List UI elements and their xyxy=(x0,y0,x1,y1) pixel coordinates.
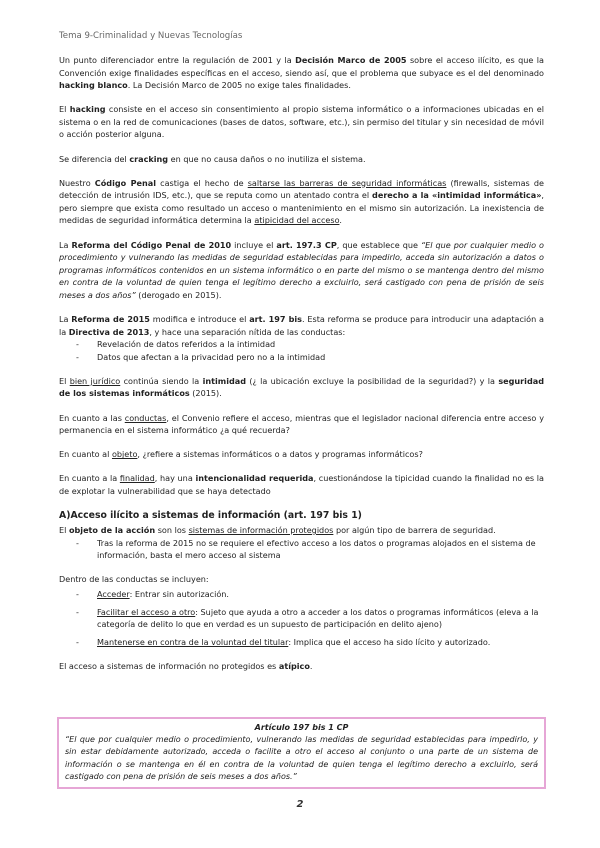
text: (2015). xyxy=(189,388,222,399)
text: : Entrar sin autorización. xyxy=(129,588,230,599)
text: en que no causa daños o no inutiliza el sistema. xyxy=(168,153,366,164)
article-text: “El que por cualquier medio o procedimiento, vulnerando las medidas de seguridad establecidas para impedirlo, y sin estar debidamente autorizado, acceda o facilite a otro el acceso al conjunto o una parte de un sistema de información o se mantenga en él en contra de la voluntad de quien tenga el legítimo derecho a excluirlo, será castigado con pena de prisión de seis meses a dos años.” xyxy=(65,735,538,781)
paragraph-atipico xyxy=(59,660,544,673)
bold-term: atípico xyxy=(278,660,310,671)
text: El acceso a sistemas de información no protegidos es xyxy=(59,660,279,671)
article-quote-box xyxy=(57,717,546,789)
bold-term: intencionalidad requerida xyxy=(195,473,314,484)
bold-term: cracking xyxy=(129,153,169,164)
bold-term: intimidad xyxy=(202,375,247,386)
underlined-term: saltarse las barreras de seguridad informáticas xyxy=(247,177,447,188)
text: son los xyxy=(155,525,189,536)
list-item: - Tras la reforma de 2015 no se requiere el efectivo acceso a los datos o programas alojados en el sistema de información, basta el mero acceso al sistema xyxy=(59,537,544,562)
bold-term: hacking xyxy=(69,104,106,115)
text: incluye el xyxy=(231,239,277,250)
text: (firewalls, sistemas de detección de intrusión IDS, etc.), que se reputa como un atentado contra el xyxy=(59,177,545,201)
bold-term: Reforma de 2015 xyxy=(71,314,150,324)
text: Se diferencia del xyxy=(59,153,130,164)
list-item: - Datos que afectan a la privacidad pero no a la intimidad xyxy=(59,351,544,364)
text: , y hace una separación nítida de las conductas: xyxy=(149,326,346,337)
text: En cuanto al xyxy=(59,449,112,460)
paragraph-objeto xyxy=(59,448,544,461)
text: En cuanto a las xyxy=(59,412,125,423)
text: castiga el hecho de xyxy=(156,177,248,188)
underlined-term: finalidad xyxy=(119,473,155,484)
section-heading: A)Acceso ilícito a sistemas de información (art. 197 bis 1) xyxy=(59,510,362,522)
text: sobre el acceso ilícito, es que la Convención exige finalidades específicas en el acceso, siendo así, que el problema que subyace es el del denominado xyxy=(59,55,544,78)
text: , que establece que xyxy=(336,239,421,250)
text: , hay una xyxy=(154,473,196,484)
article-title: Artículo 197 bis 1 CP xyxy=(254,723,349,732)
quoted-article: “El que por cualquier medio o procedimiento y vulnerando las medidas de seguridad establecidas para impedirlo, acceda sin autorización a datos o programas informáticos contenidos en un sistema informático o en parte del mismo o se mantenga dentro del mismo en contra de la voluntad de quien tenga el legítimo derecho a excluirlo, será castigado con pena de prisión de seis meses a dos años” xyxy=(59,239,544,300)
bold-term: Decisión Marco de 2005 xyxy=(295,55,407,65)
text: El xyxy=(59,525,69,536)
underlined-term: bien jurídico xyxy=(69,375,121,386)
bold-term: art. 197.3 CP xyxy=(276,239,337,250)
underlined-term: objeto xyxy=(111,449,138,460)
bold-term: derecho a la «intimidad informática» xyxy=(372,190,542,201)
text: modifica e introduce el xyxy=(149,314,250,324)
underlined-term: atipicidad del acceso xyxy=(254,215,340,226)
text: continúa siendo la xyxy=(120,375,203,386)
text: . Esta reforma se produce para introducir una adaptación a la xyxy=(59,314,544,337)
list-item xyxy=(59,606,544,631)
paragraph-codigo-penal xyxy=(59,177,544,227)
underlined-term: conductas xyxy=(124,412,167,423)
paragraph-reforma-2015 xyxy=(59,313,544,338)
text: Un punto diferenciador entre la regulación de 2001 y la xyxy=(59,55,296,65)
list-item xyxy=(59,588,544,601)
paragraph-hacking xyxy=(59,103,544,141)
underlined-term: sistemas de información protegidos xyxy=(188,525,334,536)
text: La xyxy=(59,239,72,250)
text: En cuanto a la xyxy=(59,473,120,484)
text: . La Decisión Marco de 2005 no exige tales finalidades. xyxy=(127,80,351,91)
underlined-term: Mantenerse en contra de la voluntad del titular xyxy=(97,636,289,647)
paragraph-reforma-2010 xyxy=(59,239,544,302)
paragraph-conductas-intro: Dentro de las conductas se incluyen: xyxy=(59,574,209,585)
text: La xyxy=(59,314,72,324)
bold-term: art. 197 bis xyxy=(249,314,302,324)
conductas-types-list xyxy=(59,588,544,648)
underlined-term: Facilitar el acceso a otro xyxy=(97,606,196,617)
paragraph-finalidad xyxy=(59,472,544,497)
text: . xyxy=(309,660,313,671)
bold-term: Directiva de 2013 xyxy=(68,326,150,337)
conducts-list xyxy=(59,338,544,363)
list-item: - Revelación de datos referidos a la intimidad xyxy=(59,338,544,351)
text: : Implica que el acceso ha sido lícito y autorizado. xyxy=(288,636,491,647)
text: Nuestro xyxy=(59,177,95,188)
text: El xyxy=(59,375,70,386)
text: consiste en el acceso sin consentimiento al propio sistema informático o a informaciones ubicadas en el sistema o en la red de comunicaciones (bases de datos, software, etc.), sin permiso del titular y sin necesidad de móvil o acción posterior alguna. xyxy=(59,104,544,140)
text: , pero siempre que exista como resultado un acceso o mantenimiento en el mismo sin autorización. La inexistencia de medidas de seguridad informática determina la xyxy=(59,190,544,226)
bold-term: seguridad de los sistemas informáticos xyxy=(59,375,544,399)
page-number: 2 xyxy=(296,799,304,810)
paragraph-conductas xyxy=(59,412,544,437)
text: (¿ la ubicación excluye la posibilidad de la seguridad?) y la xyxy=(246,375,499,386)
text: , ¿refiere a sistemas informáticos o a datos y programas informáticos? xyxy=(137,449,423,460)
text: por algún tipo de barrera de seguridad. xyxy=(333,525,496,536)
text: El xyxy=(59,104,70,115)
running-header: Tema 9-Criminalidad y Nuevas Tecnologías xyxy=(59,31,243,41)
text: , el Convenio refiere el acceso, mientras que el legislador nacional diferencia entre acceso y permanencia en el sistema informático ¿a qué recuerda? xyxy=(59,412,545,436)
paragraph-objeto-accion xyxy=(59,524,544,537)
reform-note-list xyxy=(59,537,544,562)
bold-term: objeto de la acción xyxy=(68,525,156,536)
text: . xyxy=(339,215,342,226)
bold-term: Reforma del Código Penal de 2010 xyxy=(71,239,232,250)
text: , cuestionándose la tipicidad cuando la finalidad no es la de explotar la vulnerabilidad que se haya detectado xyxy=(59,473,545,496)
text: : Sujeto que ayuda a otro a acceder a los datos o programas informáticos (eleva a la categoría de delito lo que en verdad es un supuesto de participación en delito ajeno) xyxy=(97,606,539,630)
paragraph-decision-marco xyxy=(59,54,544,92)
bold-term: Código Penal xyxy=(94,177,156,188)
list-item xyxy=(59,636,544,649)
paragraph-cracking xyxy=(59,153,544,166)
underlined-term: Acceder xyxy=(97,588,130,599)
document-body xyxy=(59,54,544,684)
paragraph-bien-juridico xyxy=(59,375,544,400)
bold-term: hacking blanco xyxy=(59,80,128,91)
text: (derogado en 2015). xyxy=(135,289,222,300)
